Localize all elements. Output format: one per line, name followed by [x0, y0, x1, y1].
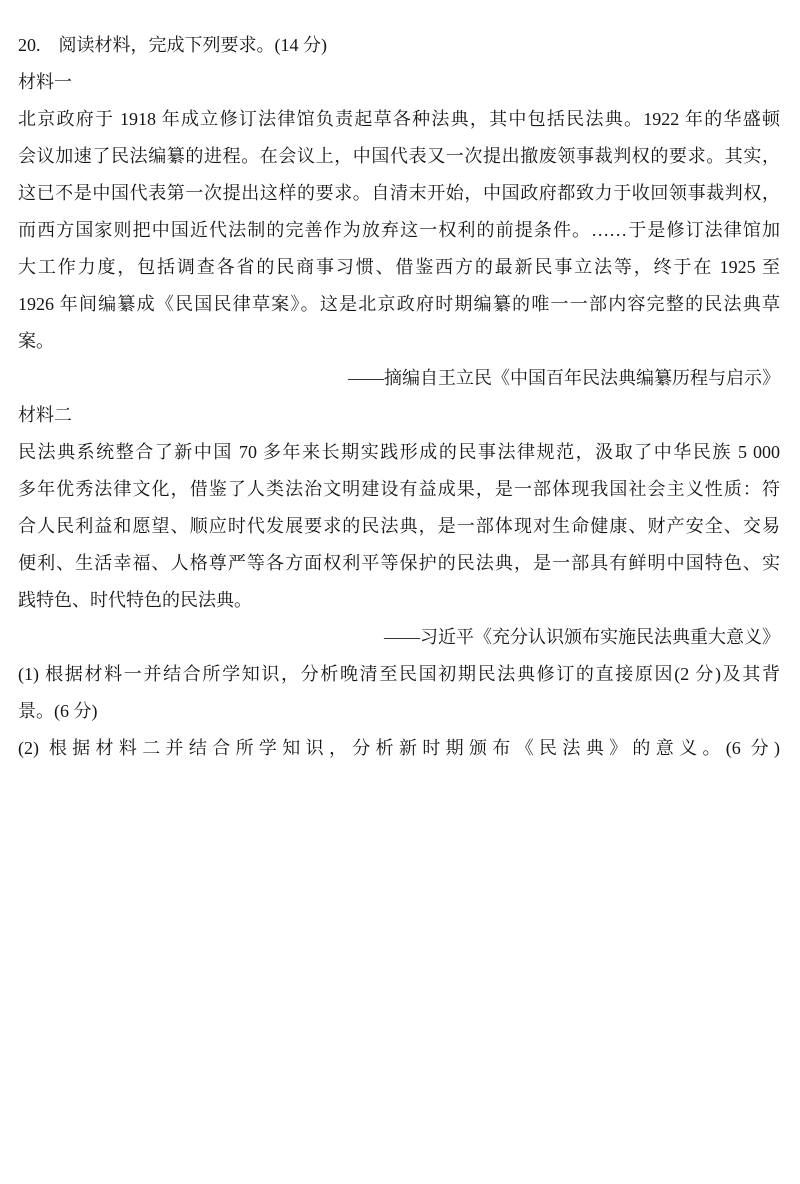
material1-text-line: 而西方国家则把中国近代法制的完善作为放弃这一权利的前提条件。……于是修订法律馆加 [18, 220, 780, 240]
material1-text-line: 大工作力度，包括调查各省的民商事习惯、借鉴西方的最新民事立法等，终于在 1925 至 [18, 257, 780, 277]
question-header: 20. 阅读材料，完成下列要求。(14 分) [18, 35, 327, 55]
material1-text-line: 会议加速了民法编纂的进程。在会议上，中国代表又一次提出撤废领事裁判权的要求。其实， [18, 146, 780, 166]
material2-text-last-line: 践特色、时代特色的民法典。 [18, 590, 252, 610]
material2-text-line: 合人民利益和愿望、顺应时代发展要求的民法典，是一部体现对生命健康、财产安全、交易 [18, 516, 780, 536]
material2-text-line: 便利、生活幸福、人格尊严等各方面权利平等保护的民法典，是一部具有鲜明中国特色、实 [18, 553, 780, 573]
material2-text-line: 民法典系统整合了新中国 70 多年来长期实践形成的民事法律规范，汲取了中华民族 5 000 [18, 442, 780, 462]
question1-text-last-line: 景。(6 分) [18, 701, 98, 721]
material1-text-line: 这已不是中国代表第一次提出这样的要求。自清末开始，中国政府都致力于收回领事裁判权， [18, 183, 780, 203]
material1-label: 材料一 [18, 72, 72, 92]
material1-text-last-line: 案。 [18, 331, 54, 351]
material2-attribution: ——习近平《充分认识颁布实施民法典重大意义》 [384, 627, 780, 647]
material1-text-line: 1926 年间编纂成《民国民律草案》。这是北京政府时期编纂的唯一一部内容完整的民法典草 [18, 294, 780, 314]
material2-text-line: 多年优秀法律文化，借鉴了人类法治文明建设有益成果，是一部体现我国社会主义性质：符 [18, 479, 780, 499]
material1-attribution: ——摘编自王立民《中国百年民法典编纂历程与启示》 [348, 368, 780, 388]
question1-text-line: (1) 根据材料一并结合所学知识，分析晚清至民国初期民法典修订的直接原因(2 分)及其背 [18, 664, 780, 684]
material1-text-line: 北京政府于 1918 年成立修订法律馆负责起草各种法典，其中包括民法典。1922 年的华盛顿 [18, 109, 780, 129]
material2-label: 材料二 [18, 405, 72, 425]
question2-text-line: (2) 根据材料二并结合所学知识，分析新时期颁布《民法典》的意义。(6 分) [18, 738, 780, 758]
